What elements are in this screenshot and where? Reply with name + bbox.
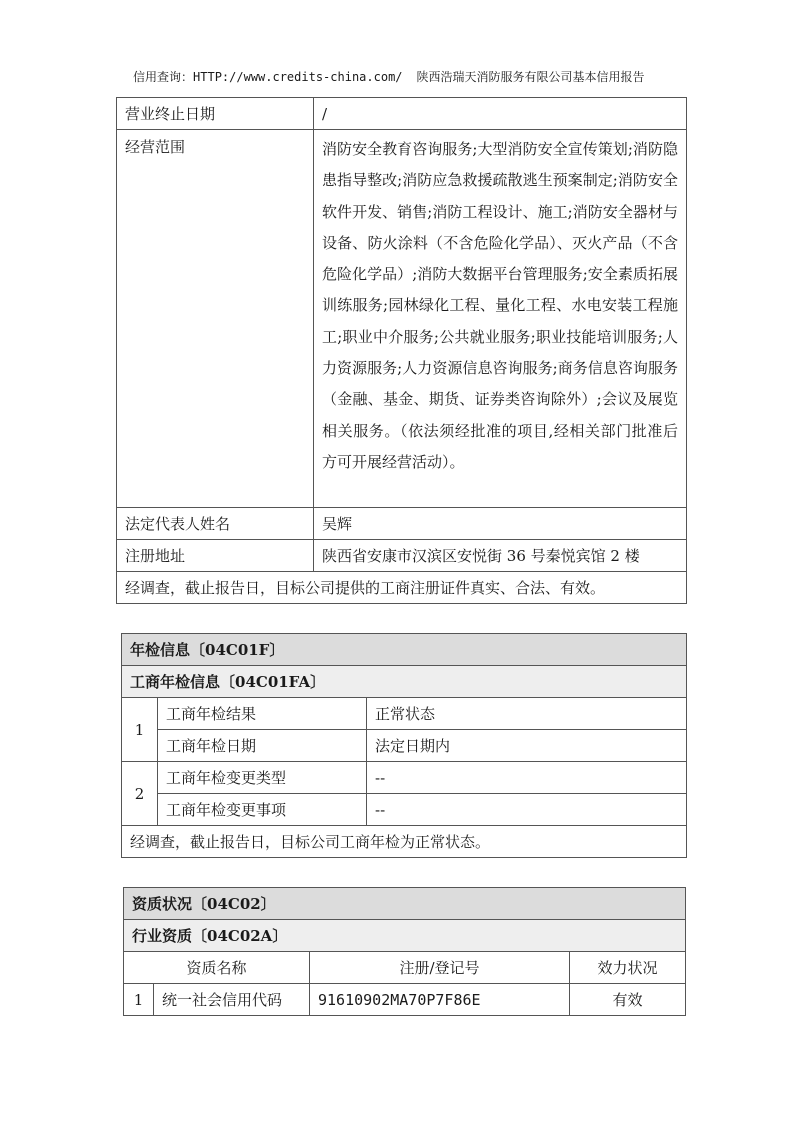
- annual-check-table: [121, 633, 687, 858]
- row-value: 正常状态: [367, 698, 687, 730]
- qualification-name: 统一社会信用代码: [154, 984, 310, 1016]
- row-value: --: [367, 794, 687, 826]
- column-header-row: [124, 952, 686, 984]
- subsection-header-row: [124, 920, 686, 952]
- row-label: 营业终止日期: [117, 98, 314, 130]
- row-label: 工商年检变更类型: [158, 762, 367, 794]
- subsection-header-row: [122, 666, 687, 698]
- row-index: 1: [124, 984, 154, 1016]
- row-label: 注册地址: [117, 540, 314, 572]
- table-row: [122, 826, 687, 858]
- column-header-name: 资质名称: [124, 952, 310, 984]
- header-prefix: 信用查询：: [133, 70, 194, 84]
- row-label: 工商年检日期: [158, 730, 367, 762]
- row-value: 法定日期内: [367, 730, 687, 762]
- row-label: 工商年检变更事项: [158, 794, 367, 826]
- row-value: 吴辉: [314, 508, 687, 540]
- qualification-table: [123, 887, 686, 1016]
- table-row: [124, 984, 686, 1016]
- section-header-row: [122, 634, 687, 666]
- table-row: [122, 730, 687, 762]
- column-header-number: 注册/登记号: [310, 952, 570, 984]
- page-header: [133, 68, 645, 85]
- annual-check-note: 经调查，截止报告日，目标公司工商年检为正常状态。: [122, 826, 687, 858]
- table-row: [117, 508, 687, 540]
- section-title: 资质状况〔04C02〕: [124, 888, 686, 920]
- section-header-row: [124, 888, 686, 920]
- column-header-status: 效力状况: [570, 952, 686, 984]
- row-value: --: [367, 762, 687, 794]
- subsection-title: 工商年检信息〔04C01FA〕: [122, 666, 687, 698]
- status-value: 有效: [570, 984, 686, 1016]
- registration-number: 91610902MA70P7F86E: [310, 984, 570, 1016]
- row-index: 1: [122, 698, 158, 762]
- registration-note: 经调查，截止报告日，目标公司提供的工商注册证件真实、合法、有效。: [117, 572, 687, 604]
- table-row: [122, 794, 687, 826]
- header-url[interactable]: HTTP://www.credits-china.com/: [193, 70, 403, 84]
- table-row: [117, 572, 687, 604]
- section-title: 年检信息〔04C01F〕: [122, 634, 687, 666]
- business-scope-text: 消防安全教育咨询服务;大型消防安全宣传策划;消防隐患指导整改;消防应急救援疏散逃生预案制定;消防安全软件开发、销售;消防工程设计、施工;消防安全器材与设备、防火涂料（不含危险化学品）、灭火产品（不含危险化学品）;消防大数据平台管理服务;安全素质拓展训练服务;园林绿化工程、量化工程、水电安装工程施工;职业中介服务;公共就业服务;职业技能培训服务;人力资源服务;人力资源信息咨询服务;商务信息咨询服务（金融、基金、期货、证券类咨询除外）;会议及展览相关服务。（依法须经批准的项目,经相关部门批准后方可开展经营活动）。: [314, 130, 687, 508]
- table-row: [117, 130, 687, 508]
- table-row: [117, 98, 687, 130]
- table-row: [122, 698, 687, 730]
- row-label: 法定代表人姓名: [117, 508, 314, 540]
- row-index: 2: [122, 762, 158, 826]
- registration-table: [116, 97, 687, 604]
- row-label: 工商年检结果: [158, 698, 367, 730]
- row-label: 经营范围: [117, 130, 314, 508]
- header-report-title: 陕西浩瑞天消防服务有限公司基本信用报告: [416, 70, 645, 84]
- row-value: /: [314, 98, 687, 130]
- row-value: 陕西省安康市汉滨区安悦街 36 号秦悦宾馆 2 楼: [314, 540, 687, 572]
- table-row: [117, 540, 687, 572]
- table-row: [122, 762, 687, 794]
- subsection-title: 行业资质〔04C02A〕: [124, 920, 686, 952]
